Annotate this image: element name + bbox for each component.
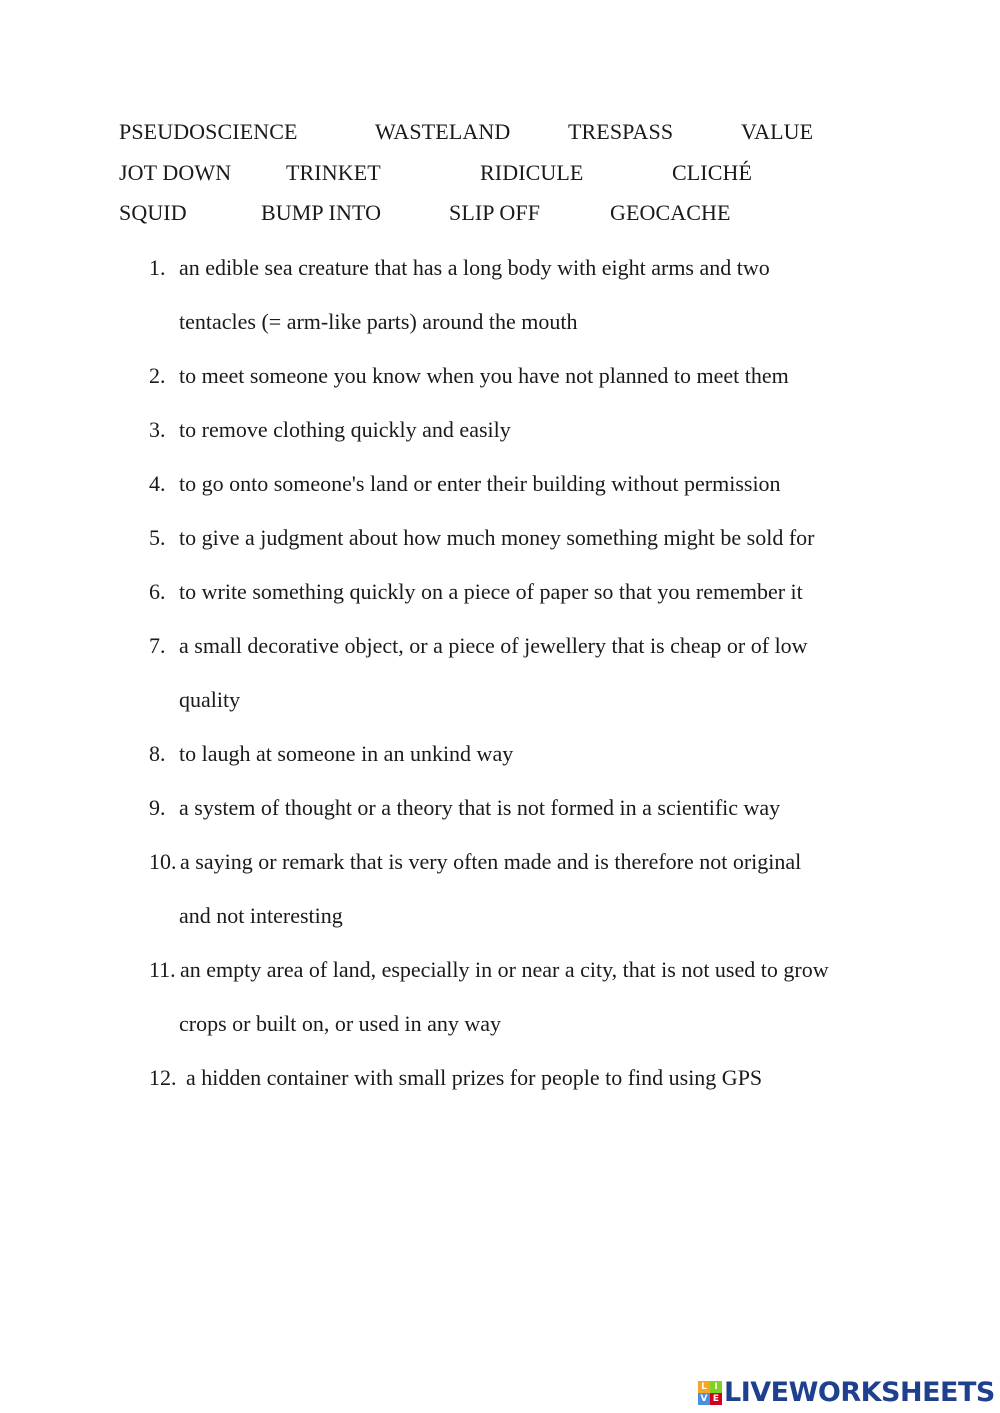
word-bank-item: TRESPASS xyxy=(568,119,674,144)
word-bank-item: JOT DOWN xyxy=(119,160,232,185)
word-bank-item: RIDICULE xyxy=(480,160,584,185)
definition-number: 6. xyxy=(149,579,166,604)
word-bank-item: PSEUDOSCIENCE xyxy=(119,119,298,144)
word-bank-item: SLIP OFF xyxy=(449,200,541,225)
definition-number: 2. xyxy=(149,363,166,388)
definition-text: to laugh at someone in an unkind way xyxy=(179,741,514,766)
logo-icon-cell: I xyxy=(710,1381,722,1393)
word-bank-item: WASTELAND xyxy=(375,119,511,144)
definition-number: 4. xyxy=(149,471,166,496)
definition-number: 7. xyxy=(149,633,166,658)
definition-number: 9. xyxy=(149,795,166,820)
definition-text: to write something quickly on a piece of paper so that you remember it xyxy=(179,579,803,604)
liveworksheets-icon xyxy=(698,1381,722,1405)
definition-text: to give a judgment about how much money something might be sold for xyxy=(179,525,815,550)
definition-text: a small decorative object, or a piece of jewellery that is cheap or of low xyxy=(179,633,808,658)
definition-text: tentacles (= arm-like parts) around the mouth xyxy=(179,309,578,334)
definition-text: quality xyxy=(179,687,241,712)
definition-text: a hidden container with small prizes for people to find using GPS xyxy=(186,1065,763,1090)
definition-number: 3. xyxy=(149,417,166,442)
logo-icon-cell: L xyxy=(698,1381,710,1393)
definition-number: 8. xyxy=(149,741,166,766)
logo-text: LIVEWORKSHEETS xyxy=(724,1377,995,1408)
logo-icon-cell: E xyxy=(710,1393,722,1405)
definition-text: crops or built on, or used in any way xyxy=(179,1011,501,1036)
word-bank-item: CLICHÉ xyxy=(672,160,753,185)
liveworksheets-logo xyxy=(698,1377,995,1409)
definition-text: to meet someone you know when you have not planned to meet them xyxy=(179,363,789,388)
word-bank-item: BUMP INTO xyxy=(261,200,382,225)
definition-text: an empty area of land, especially in or near a city, that is not used to grow xyxy=(180,957,829,982)
definition-number: 1. xyxy=(149,255,166,280)
definition-text: to go onto someone's land or enter their building without permission xyxy=(179,471,781,496)
word-bank-item: SQUID xyxy=(119,200,187,225)
word-bank-item: GEOCACHE xyxy=(610,200,731,225)
logo-icon-cell: V xyxy=(698,1393,710,1405)
definition-text: to remove clothing quickly and easily xyxy=(179,417,511,442)
word-bank-item: VALUE xyxy=(741,119,814,144)
definition-text: a saying or remark that is very often made and is therefore not original xyxy=(180,849,802,874)
definition-number: 5. xyxy=(149,525,166,550)
definition-text: and not interesting xyxy=(179,903,343,928)
definition-number: 12. xyxy=(149,1065,177,1090)
definition-number: 11. xyxy=(149,957,176,982)
definition-text: a system of thought or a theory that is not formed in a scientific way xyxy=(179,795,781,820)
definition-number: 10. xyxy=(149,849,177,874)
definition-text: an edible sea creature that has a long body with eight arms and two xyxy=(179,255,770,280)
word-bank-item: TRINKET xyxy=(286,160,381,185)
